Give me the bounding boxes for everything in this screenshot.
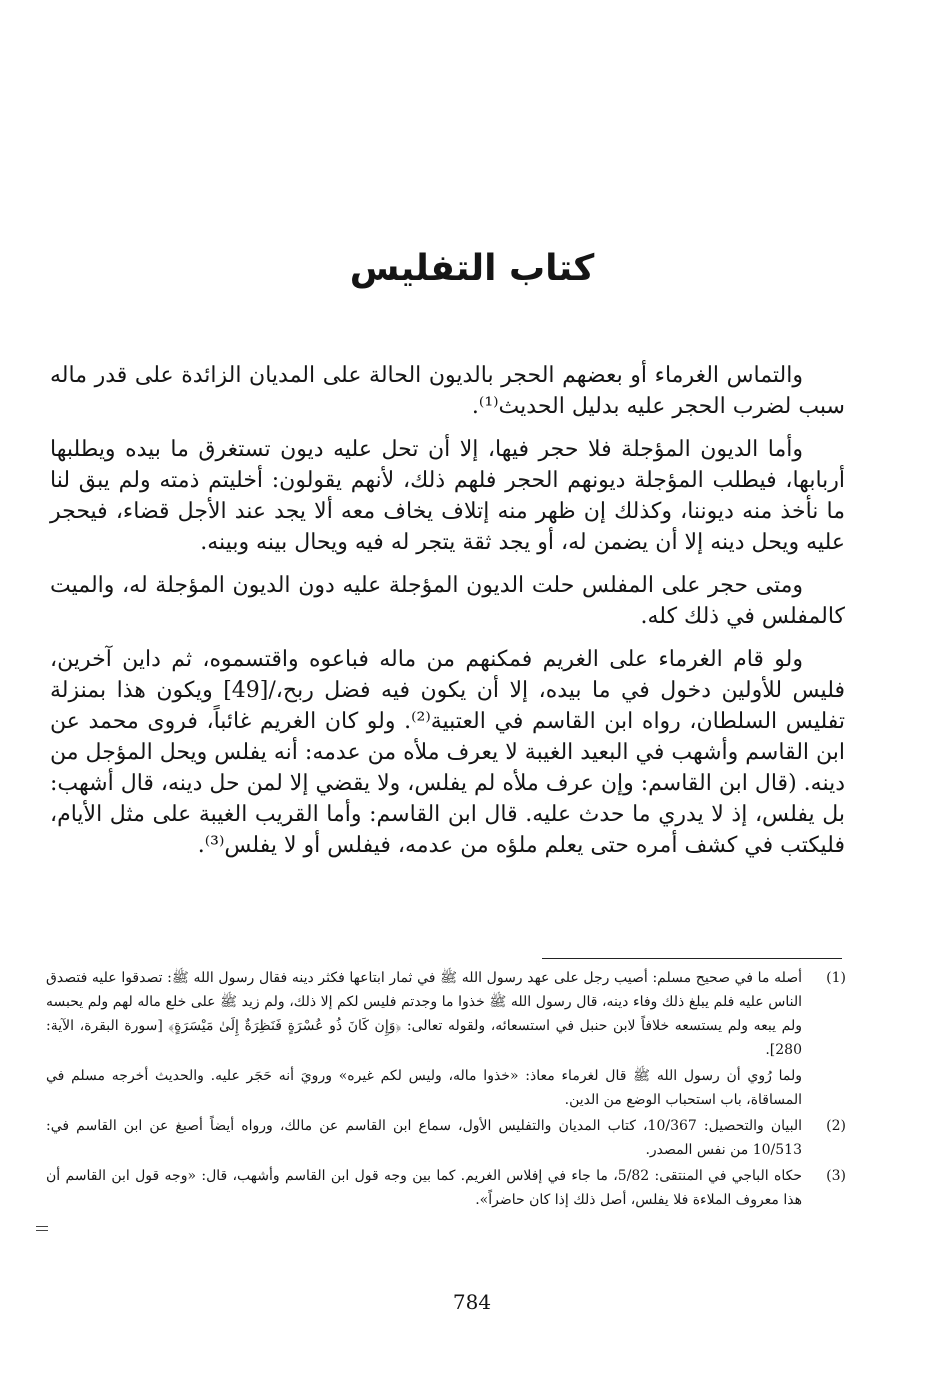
footnote-separator: [542, 958, 842, 959]
footnote-1: [46, 966, 846, 1062]
footnote-number: (3): [826, 1168, 846, 1184]
footnote-text: البيان والتحصيل: 10/367، كتاب المديان والتفليس الأول، سماع ابن القاسم عن مالك، ورواه أيضاً أصبغ عن ابن القاسم في: 10/513 من نفس المصدر.: [46, 1118, 802, 1158]
footnote-number: (2): [826, 1118, 846, 1134]
footnote-2: [46, 1114, 846, 1162]
footnote-text: حكاه الباجي في المنتقى: 5/82، ما جاء في إفلاس الغريم. كما بين وجه قول ابن القاسم وأشهب، قال: «وجه قول ابن القاسم أن هذا معروف الملاءة فلا يفلس، أصل ذلك إذا كان حاضراً».: [46, 1168, 802, 1208]
paragraph: والتماس الغرماء أو بعضهم الحجر بالديون الحالة على المديان الزائدة على قدر ماله سبب لضرب الحجر عليه بدليل الحديث⁽¹⁾.: [50, 363, 845, 419]
paragraph: ولو قام الغرماء على الغريم فمكنهم من ماله فباعوه واقتسموه، ثم داين آخرين، فليس للأولين دخول في ما بيده، إلا أن يكون فيه فضل ربح،/[49] ويكون هذا بمنزلة تفليس السلطان، رواه ابن القاسم في العتبية⁽²⁾. ولو كان الغريم غائباً، فروى محمد عن ابن القاسم وأشهب في البعيد الغيبة لا يعرف ملأه من عدمه: أنه يفلس ويحل المؤجل من دينه. (قال ابن القاسم: وإن عرف ملأه لم يفلس، ولا يقضي إلا لمن حل دينه، قال أشهب: بل يفلس، إذ لا يدري ما حدث عليه. قال ابن القاسم: وأما القريب الغيبة على مثل الأيام، فليكتب في كشف أمره حتى يعلم ملؤه من عدمه، فيفلس أو لا يفلس⁽³⁾.: [50, 647, 846, 858]
main-text: [50, 360, 845, 873]
chapter-title: كتاب التفليس: [349, 248, 595, 289]
page-number: 784: [452, 1290, 492, 1314]
paragraph: وأما الديون المؤجلة فلا حجر فيها، إلا أن تحل عليه ديون تستغرق ما بيده ويطلبها أربابها، فيطلب المؤجلة ديونهم الحجر فلهم ذلك، لأنهم يقولون: أخليتم ذمته ولم يبق لنا ما نأخذ منه ديوننا، وكذلك إن ظهر منه إتلاف يخاف معه ألا يجد عند الأجل قضاء، فيحجر عليه ويحل دينه إلا أن يضمن له، أو يجد ثقة يتجر له فيه ويحال بينه وبينه.: [50, 437, 845, 555]
footnote-number: (1): [826, 970, 846, 986]
footnote-3: [46, 1164, 846, 1212]
paragraph: ومتى حجر على المفلس حلت الديون المؤجلة عليه دون الديون المؤجلة له، والميت كالمفلس في ذلك كله.: [50, 573, 845, 629]
margin-mark: [36, 1226, 48, 1234]
footnote-text: أصله ما في صحيح مسلم: أصيب رجل على عهد رسول الله ﷺ في ثمار ابتاعها فكثر دينه فقال رسول الله ﷺ: تصدقوا عليه فتصدق الناس عليه فلم يبلغ ذلك وفاء دينه، قال رسول الله ﷺ خذوا ما وجدتم فليس لكم إلا ذلك، ولم زيد ﷺ على خلع ماله لهم ولم يحبسه ولم يبعه ولم يستسعه خلافاً لابن حنبل في استسعائه، ولقوله تعالى: ﴿وَإِن كَانَ ذُو عُسْرَةٍ فَنَظِرَةٌ إِلَىٰ مَيْسَرَةٍ﴾ [سورة البقرة، الآية: 280].: [46, 970, 802, 1058]
footnotes: [46, 966, 846, 1214]
footnote-1-continuation: ولما رُوي أن رسول الله ﷺ قال لغرماء معاذ: «خذوا ماله، وليس لكم غيره» ورويَ أنه حَجَر عليه. والحديث أخرجه مسلم في المساقاة، باب استحباب الوضع من الدين.: [46, 1068, 802, 1108]
